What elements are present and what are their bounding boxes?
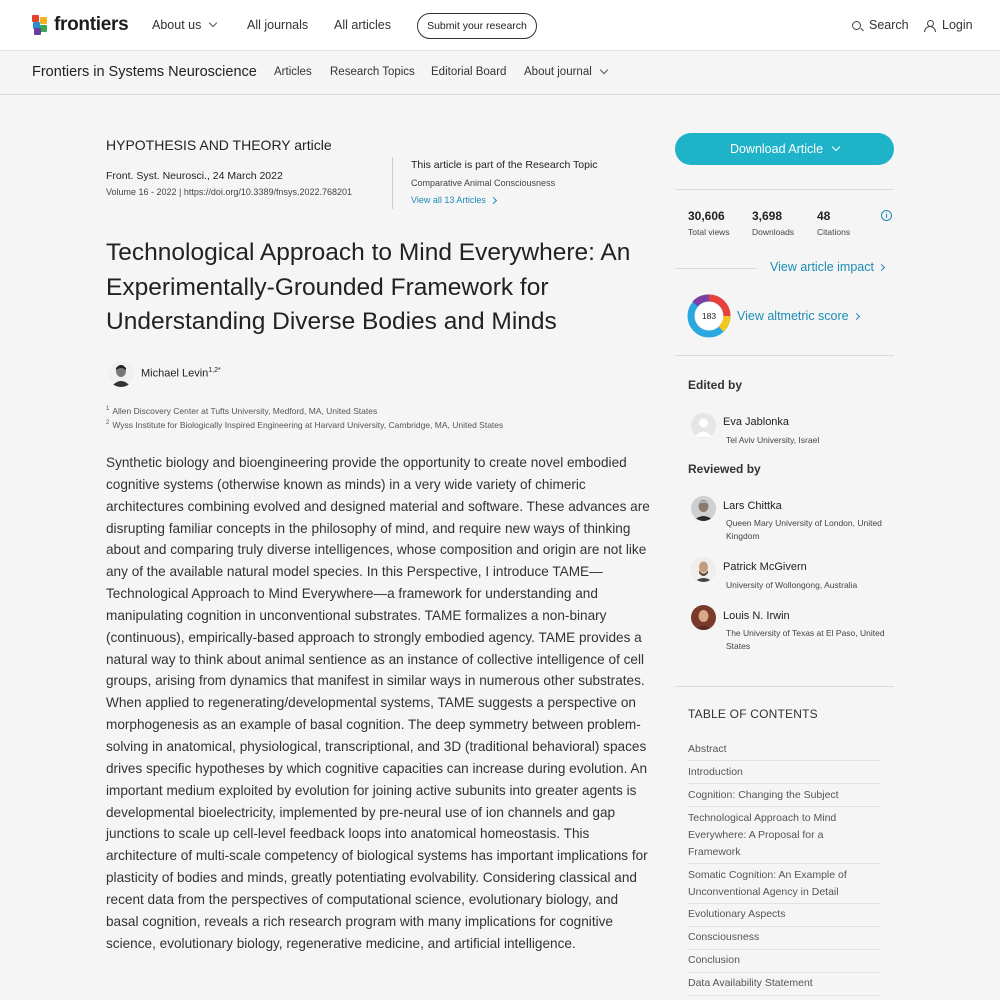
research-topic-name[interactable]: Comparative Animal Consciousness — [411, 178, 556, 188]
reviewer-name[interactable]: Louis N. Irwin — [723, 610, 790, 622]
nav-all-journals[interactable] — [247, 18, 308, 32]
view-article-impact-label: View article impact — [770, 260, 874, 274]
affiliation-text: Wyss Institute for Biologically Inspired Engineering at Harvard University, Cambridge, MA, United States — [112, 420, 504, 430]
sidebar-divider — [675, 686, 894, 687]
frontiers-logo-icon — [32, 15, 48, 35]
login-label: Login — [942, 18, 973, 32]
toc-item-evolutionary-aspects[interactable]: Evolutionary Aspects — [688, 908, 786, 920]
login-button[interactable] — [924, 18, 973, 32]
journal-nav-articles[interactable] — [274, 66, 312, 78]
journal-nav-editorial-board-label: Editorial Board — [431, 66, 507, 78]
article-citation: Front. Syst. Neurosci., 24 March 2022 — [106, 170, 283, 182]
toc-item-abstract[interactable]: Abstract — [688, 743, 727, 755]
affiliation-text: Allen Discovery Center at Tufts University, Medford, MA, United States — [112, 406, 378, 416]
toc-heading: TABLE OF CONTENTS — [688, 707, 818, 721]
article-volume-doi[interactable]: Volume 16 - 2022 | https://doi.org/10.3389/fnsys.2022.768201 — [106, 187, 353, 197]
toc-item-conclusion[interactable]: Conclusion — [688, 954, 740, 966]
toc-item-consciousness[interactable]: Consciousness — [688, 931, 760, 943]
sidebar-divider — [675, 189, 894, 190]
avatar-photo-icon — [691, 557, 716, 582]
toc-separator — [688, 972, 880, 973]
avatar-photo-icon — [108, 361, 134, 387]
submit-research-button[interactable]: Submit your research — [417, 13, 537, 39]
journal-nav-articles-label: Articles — [274, 66, 312, 78]
abstract-text: Synthetic biology and bioengineering provide the opportunity to create novel embodied cognitive systems (otherwise known as minds) in a very wide variety of chimeric architectures combining evolved and designed material and software. These advances are disrupting familiar concepts in the philosophy of mind, and require new ways of thinking about and comparing truly diverse intelligences, whose composition and origin are not like any of the available natural model species. In this Perspective, I introduce TAME—Technological Approach to Mind Everywhere—a framework for understanding and manipulating cognition in unconventional substrates. TAME formalizes a non-binary (continuous), empirically-based approach to strongly embodied agency. TAME provides a natural way to think about animal sentience as an instance of collective intelligence of cell groups, arising from dynamics that manifest in similar ways in numerous other substrates. When applied to regenerating/developmental systems, TAME suggests a perspective on morphogenesis as an example of basal cognition. The deep symmetry between problem-solving in anatomical, physiological, transcriptional, and 3D (traditional behavioral) spaces drives specific hypotheses by which cognitive capacities can increase during evolution. An important medium exploited by evolution for joining active subunits into greater agents is developmental bioelectricity, implemented by pre-neural use of ion channels and gap junctions to scale up cell-level feedback loops into anatomical homeostasis. This architecture of multi-scale competency of biological systems has important implications for plasticity of bodies and minds, greatly potentiating evolvability. Considering classical and recent data from the perspectives of computational science, evolutionary biology, and basal cognition, reveals a rich research program with many implications for cognitive science, evolutionary biology, regenerative medicine, and artificial intelligence. — [106, 455, 650, 951]
default-avatar-icon — [691, 413, 716, 438]
metric-citations-value: 48 — [817, 209, 831, 223]
metric-citations-label: Citations — [817, 227, 851, 237]
search-label: Search — [869, 18, 909, 32]
metric-total-views-value: 30,606 — [688, 209, 725, 223]
nav-all-journals-label: All journals — [247, 18, 309, 32]
top-navigation-bar — [0, 0, 1000, 51]
avatar-photo-icon — [691, 605, 716, 630]
info-icon[interactable]: i — [881, 210, 892, 221]
toc-separator — [688, 926, 880, 927]
toc-item-tame-framework[interactable]: Technological Approach to Mind Everywhere: A Proposal for a Framework — [688, 812, 837, 858]
view-all-articles-link[interactable] — [411, 195, 496, 205]
metric-downloads-label: Downloads — [752, 227, 795, 237]
journal-name-link[interactable]: Frontiers in Systems Neuroscience — [32, 64, 257, 80]
article-type: HYPOTHESIS AND THEORY article — [106, 137, 332, 153]
affiliation-number: 2 — [106, 420, 110, 427]
reviewer-avatar[interactable] — [691, 605, 716, 630]
impact-divider — [675, 268, 757, 269]
nav-all-articles[interactable] — [334, 18, 391, 32]
article-title: Technological Approach to Mind Everywhere: An Experimentally-Grounded Framework for Understanding Diverse Bodies and Minds — [106, 239, 631, 335]
chevron-down-icon — [600, 66, 608, 74]
author-avatar[interactable] — [108, 361, 134, 387]
view-altmetric-score-label: View altmetric score — [737, 309, 849, 323]
download-article-button[interactable] — [675, 133, 894, 165]
metric-total-views-label: Total views — [688, 227, 730, 237]
journal-nav-about-journal[interactable] — [524, 66, 607, 78]
journal-navigation-bar — [0, 52, 1000, 95]
affiliation-1 — [106, 406, 377, 416]
sidebar-divider — [675, 355, 894, 356]
altmetric-score: 183 — [701, 311, 717, 321]
toc-separator — [688, 783, 880, 784]
toc-item-somatic-cognition[interactable]: Somatic Cognition: An Example of Unconventional Agency in Detail — [688, 869, 847, 898]
reviewed-by-heading: Reviewed by — [688, 462, 761, 476]
toc-item-cognition[interactable]: Cognition: Changing the Subject — [688, 789, 839, 801]
author-name[interactable] — [141, 367, 221, 380]
toc-separator — [688, 806, 880, 807]
nav-about-us[interactable] — [152, 18, 216, 32]
editor-affiliation: Tel Aviv University, Israel — [726, 435, 820, 445]
search-icon — [852, 21, 861, 30]
chevron-down-icon — [832, 143, 840, 151]
reviewer-avatar[interactable] — [691, 496, 716, 521]
chevron-right-icon — [853, 312, 860, 319]
logo-text: frontiers — [54, 14, 129, 35]
author-affiliation-sup: 1,2* — [208, 367, 221, 374]
toc-separator — [688, 863, 880, 864]
reviewer-affiliation: Queen Mary University of London, United Kingdom — [726, 518, 882, 541]
nav-about-us-label: About us — [152, 18, 202, 32]
download-article-label: Download Article — [729, 142, 824, 156]
journal-nav-research-topics[interactable] — [330, 66, 415, 78]
edited-by-heading: Edited by — [688, 378, 743, 392]
toc-separator — [688, 995, 880, 996]
view-article-impact-link[interactable] — [770, 260, 884, 274]
view-altmetric-score-link[interactable] — [737, 309, 859, 323]
header-divider — [392, 157, 393, 209]
reviewer-affiliation: University of Wollongong, Australia — [726, 580, 858, 590]
altmetric-badge[interactable] — [687, 294, 731, 338]
reviewer-avatar[interactable] — [691, 557, 716, 582]
nav-all-articles-label: All articles — [334, 18, 391, 32]
chevron-down-icon — [209, 19, 217, 27]
chevron-right-icon — [878, 263, 885, 270]
journal-nav-about-journal-label: About journal — [524, 66, 592, 78]
reviewer-name[interactable]: Patrick McGivern — [723, 561, 807, 573]
toc-separator — [688, 949, 880, 950]
toc-separator — [688, 760, 880, 761]
reviewer-affiliation: The University of Texas at El Paso, United States — [726, 628, 885, 651]
editor-name[interactable]: Eva Jablonka — [723, 416, 790, 428]
toc-item-introduction[interactable]: Introduction — [688, 766, 743, 778]
toc-item-data-availability[interactable]: Data Availability Statement — [688, 977, 813, 989]
metric-downloads-value: 3,698 — [752, 209, 783, 223]
view-all-articles-label: View all 13 Articles — [411, 195, 486, 205]
altmetric-donut-icon — [687, 294, 731, 338]
user-icon — [924, 20, 934, 31]
toc-separator — [688, 903, 880, 904]
editor-avatar[interactable] — [691, 413, 716, 438]
reviewer-name[interactable]: Lars Chittka — [723, 500, 782, 512]
chevron-right-icon — [490, 196, 497, 203]
avatar-photo-icon — [691, 496, 716, 521]
journal-nav-research-topics-label: Research Topics — [330, 66, 415, 78]
research-topic-label: This article is part of the Research Topic — [411, 159, 598, 171]
affiliation-2 — [106, 420, 503, 430]
frontiers-logo[interactable] — [32, 14, 128, 36]
affiliation-number: 1 — [106, 406, 110, 413]
author-name-text: Michael Levin — [141, 367, 209, 380]
search-button[interactable] — [852, 18, 909, 32]
journal-nav-editorial-board[interactable] — [431, 66, 506, 78]
